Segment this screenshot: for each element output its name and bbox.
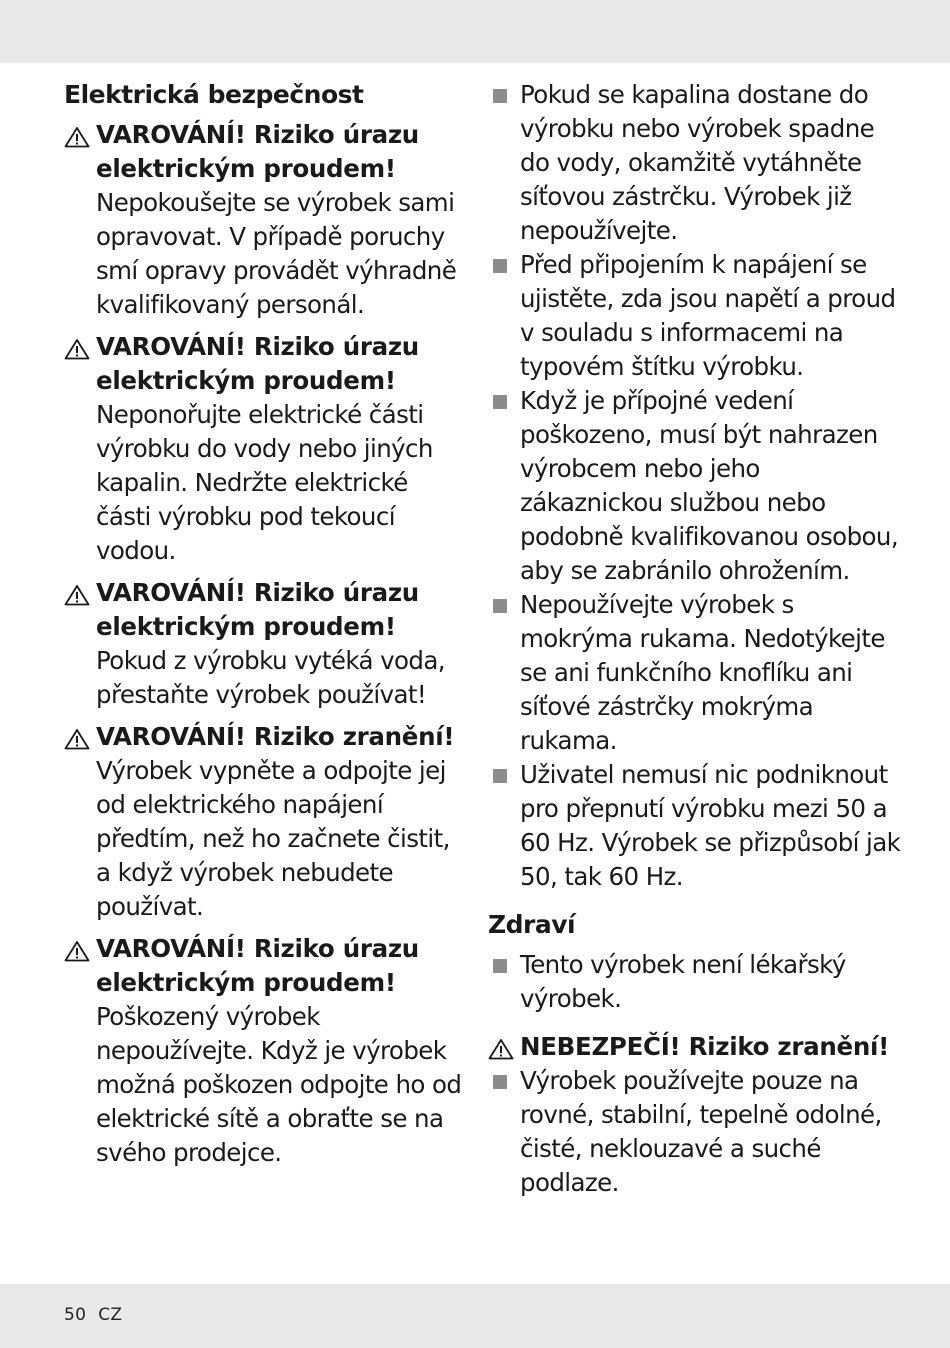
list-item (488, 1064, 908, 1200)
bottom-band (0, 1284, 950, 1348)
warning-text: Pokud z výrobku vytéká voda, přestaňte výrobek používat! (96, 646, 445, 709)
right-column (488, 78, 908, 1214)
list-item-text: Nepoužívejte výrobek s mokrýma rukama. Nedotýkejte se ani funkčního knoflíku ani síťové zástrčky mokrýma rukama. (520, 590, 885, 755)
language-code: CZ (98, 1305, 123, 1325)
warning-text: Výrobek vypněte a odpojte jej od elektrického napájení předtím, než ho začnete čistit, a když výrobek nebudete používat. (96, 756, 450, 921)
bullet-square-icon (493, 769, 507, 783)
warning-triangle-icon (64, 584, 90, 606)
top-band (0, 0, 950, 63)
warning-text: Nepokoušejte se výrobek sami opravovat. V případě poruchy smí opravy provádět výhradně kvalifikovaný personál. (96, 188, 457, 319)
warning-text: Neponořujte elektrické části výrobku do vody nebo jiných kapalin. Nedržte elektrické části výrobku pod tekoucí vodou. (96, 400, 433, 565)
bullet-square-icon (493, 89, 507, 103)
bullet-square-icon (493, 959, 507, 973)
bullet-list (488, 78, 908, 894)
warning-text: Poškozený výrobek nepoužívejte. Když je výrobek možná poškozen odpojte ho od elektrické sítě a obraťte se na svého prodejce. (96, 1002, 462, 1167)
bullet-list (488, 948, 908, 1016)
list-item (488, 588, 908, 758)
warning-title: VAROVÁNÍ! Riziko úrazu elektrickým proudem! (96, 934, 419, 997)
warning-block (64, 576, 464, 712)
warning-triangle-icon (64, 126, 90, 148)
bullet-list (488, 1064, 908, 1200)
warning-block (64, 330, 464, 568)
list-item (488, 948, 908, 1016)
list-item (488, 384, 908, 588)
warning-title: VAROVÁNÍ! Riziko úrazu elektrickým proudem! (96, 120, 419, 183)
danger-block (488, 1030, 908, 1064)
warning-block (64, 720, 464, 924)
warning-triangle-icon (64, 728, 90, 750)
list-item-text: Výrobek používejte pouze na rovné, stabilní, tepelně odolné, čisté, neklouzavé a suché podlaze. (520, 1066, 882, 1197)
list-item-text: Před připojením k napájení se ujistěte, zda jsou napětí a proud v souladu s informacemi na typovém štítku výrobku. (520, 250, 896, 381)
warning-triangle-icon (488, 1038, 514, 1060)
warning-triangle-icon (64, 338, 90, 360)
section-heading-health: Zdraví (488, 910, 576, 939)
warning-block (64, 932, 464, 1170)
bullet-square-icon (493, 395, 507, 409)
warning-title: VAROVÁNÍ! Riziko zranění! (96, 722, 455, 751)
list-item (488, 78, 908, 248)
warning-title: VAROVÁNÍ! Riziko úrazu elektrickým proudem! (96, 332, 419, 395)
list-item (488, 248, 908, 384)
section-heading-electrical-safety: Elektrická bezpečnost (64, 80, 364, 109)
list-item (488, 758, 908, 894)
warning-triangle-icon (64, 940, 90, 962)
bullet-square-icon (493, 599, 507, 613)
bullet-square-icon (493, 259, 507, 273)
list-item-text: Když je přípojné vedení poškozeno, musí být nahrazen výrobcem nebo jeho zákaznickou službou nebo podobně kvalifikovanou osobou, aby se zabránilo ohrožením. (520, 386, 899, 585)
list-item-text: Uživatel nemusí nic podniknout pro přepnutí výrobku mezi 50 a 60 Hz. Výrobek se přizpůsobí jak 50, tak 60 Hz. (520, 760, 901, 891)
list-item-text: Tento výrobek není lékařský výrobek. (520, 950, 846, 1013)
left-column (64, 78, 464, 1178)
warning-title: VAROVÁNÍ! Riziko úrazu elektrickým proudem! (96, 578, 419, 641)
list-item-text: Pokud se kapalina dostane do výrobku nebo výrobek spadne do vody, okamžitě vytáhněte síťovou zástrčku. Výrobek již nepoužívejte. (520, 80, 875, 245)
bullet-square-icon (493, 1075, 507, 1089)
danger-title: NEBEZPEČÍ! Riziko zranění! (520, 1032, 889, 1061)
page-footer (64, 1305, 122, 1325)
page-number: 50 (64, 1305, 87, 1325)
warning-block (64, 118, 464, 322)
